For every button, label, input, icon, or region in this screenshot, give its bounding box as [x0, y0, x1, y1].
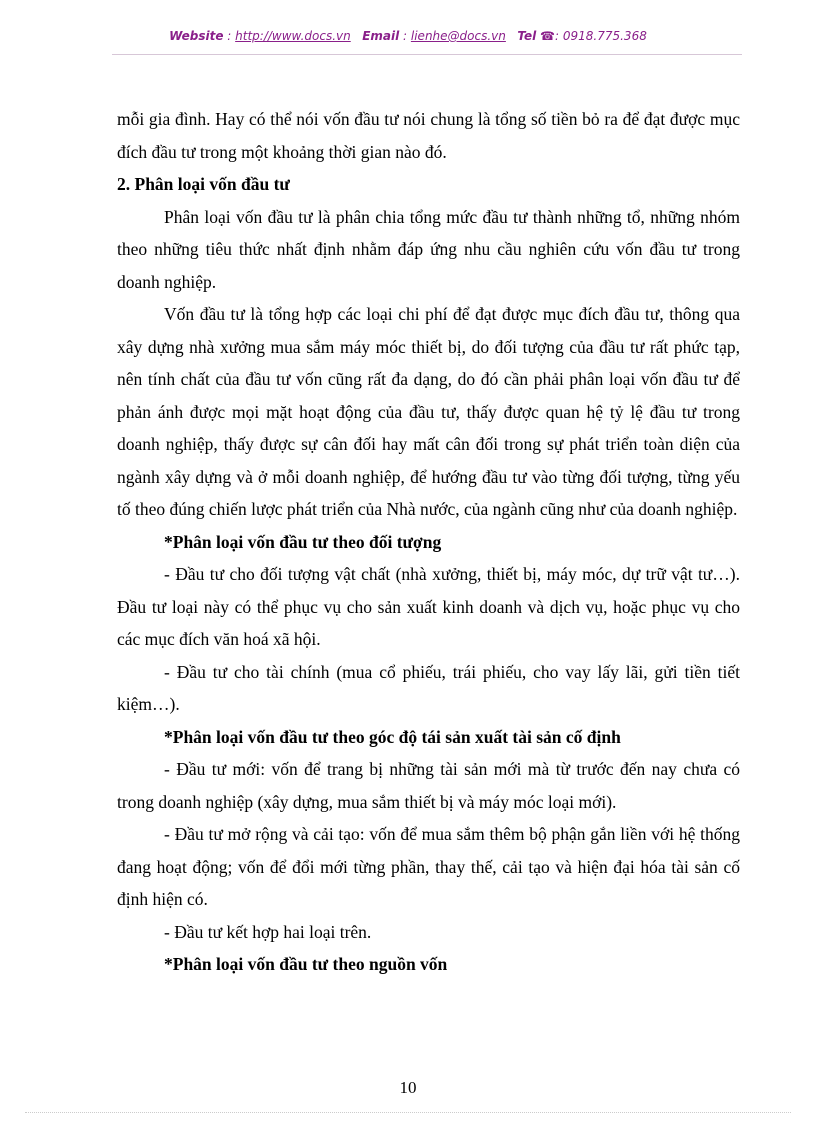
paragraph: - Đầu tư cho tài chính (mua cổ phiếu, trái phiếu, cho vay lấy lãi, gửi tiền tiết kiệm…).: [117, 661, 740, 714]
email-separator: :: [399, 29, 411, 43]
paragraph: - Đầu tư cho đối tượng vật chất (nhà xưởng, thiết bị, máy móc, dự trữ vật tư…). Đầu tư loại này có thể phục vụ cho sản xuất kinh doanh và dịch vụ, hoặc phục vụ cho các mục đích văn hoá xã hội.: [117, 564, 740, 649]
subsection-heading: *Phân loại vốn đầu tư theo nguồn vốn: [164, 954, 448, 974]
email-label: Email: [362, 29, 400, 43]
paragraph: - Đầu tư mới: vốn để trang bị những tài sản mới mà từ trước đến nay chưa có trong doanh nghiệp (xây dựng, mua sắm thiết bị và máy móc loại mới).: [117, 759, 740, 812]
paragraph: - Đầu tư mở rộng và cải tạo: vốn để mua sắm thêm bộ phận gắn liền với hệ thống đang hoạt động; vốn để đổi mới từng phần, thay thế, cải tạo và hiện đại hóa tài sản cố định hiện có.: [117, 824, 740, 909]
paragraph: Vốn đầu tư là tổng hợp các loại chi phí để đạt được mục đích đầu tư, thông qua xây dựng nhà xưởng mua sắm máy móc thiết bị, do đối tượng của đầu tư rất phức tạp, nên tính chất của đầu tư vốn cũng rất đa dạng, do đó cần phải phân loại vốn đầu tư để phản ánh được mọi mặt hoạt động của đầu tư, thấy được quan hệ tỷ lệ đầu tư trong doanh nghiệp, thấy được sự cân đối hay mất cân đối trong sự phát triển toàn diện của ngành xây dựng và ở mỗi doanh nghiệp, để hướng đầu tư vào từng đối tượng, từng yếu tố theo đúng chiến lược phát triển của Nhà nước, của ngành cũng như của doanh nghiệp.: [117, 304, 740, 519]
paragraph: mỗi gia đình. Hay có thể nói vốn đầu tư nói chung là tổng số tiền bỏ ra để đạt được mục đích đầu tư trong một khoảng thời gian nào đó.: [117, 109, 740, 162]
subsection-heading: *Phân loại vốn đầu tư theo góc độ tái sản xuất tài sản cố định: [164, 726, 621, 747]
website-link[interactable]: http://www.docs.vn: [235, 29, 351, 43]
email-link[interactable]: lienhe@docs.vn: [410, 29, 506, 43]
phone-icon: ☎: [540, 29, 555, 43]
header-divider: [112, 54, 742, 55]
subsection-heading: *Phân loại vốn đầu tư theo đối tượng: [164, 531, 442, 552]
document-body: [117, 103, 740, 981]
footer-divider: [25, 1112, 791, 1113]
page-number: 10: [399, 1078, 417, 1097]
paragraph: - Đầu tư kết hợp hai loại trên.: [164, 921, 372, 942]
section-heading: 2. Phân loại vốn đầu tư: [117, 174, 290, 194]
page-header: [0, 29, 816, 43]
phone-number: : 0918.775.368: [555, 29, 647, 43]
website-label: Website: [169, 29, 224, 43]
tel-label: Tel: [517, 29, 537, 43]
website-separator: :: [223, 29, 236, 43]
paragraph: Phân loại vốn đầu tư là phân chia tổng mức đầu tư thành những tổ, những nhóm theo những tiêu thức nhất định nhằm đáp ứng nhu cầu nghiên cứu vốn đầu tư trong doanh nghiệp.: [117, 206, 740, 292]
